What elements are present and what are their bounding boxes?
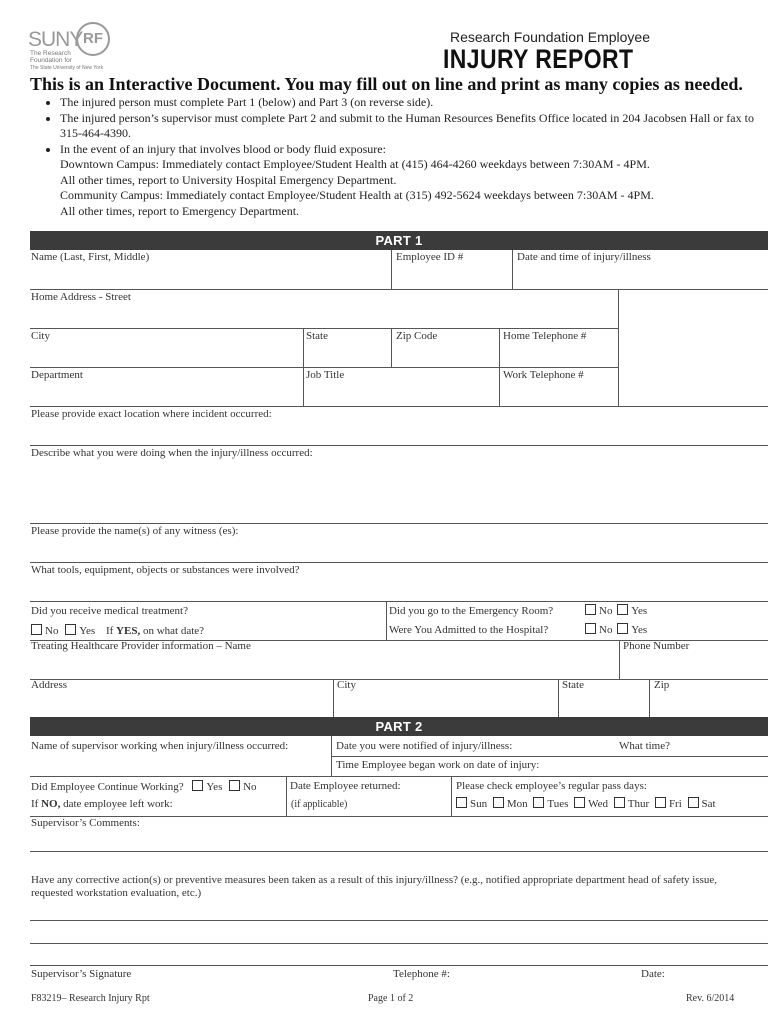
if-no-prefix: If [31, 798, 39, 810]
day-mon-label: Mon [506, 798, 528, 810]
logo-suny-text: SUNY [28, 28, 83, 51]
logo [28, 22, 138, 77]
day-wed-checkbox[interactable] [574, 797, 585, 808]
comments-label: Supervisor’s Comments: [31, 817, 140, 829]
day-thur-label: Thur [627, 798, 650, 810]
location-field[interactable] [30, 445, 768, 446]
zip2-label: Zip [654, 679, 670, 691]
treatment-no-label: No [45, 625, 59, 637]
comments-field-1[interactable] [30, 851, 768, 852]
continue-working-text: Did Employee Continue Working? [31, 781, 184, 793]
home-phone-label: Home Telephone # [503, 330, 587, 342]
revision: Rev. 6/2014 [686, 993, 735, 1004]
home-address-label: Home Address - Street [31, 291, 131, 303]
if-no-suffix: date employee left work: [63, 798, 173, 810]
logo-rf-circle: RF [76, 22, 110, 56]
instructions-list [30, 95, 770, 219]
date-label: Date: [641, 968, 665, 980]
page-number: Page 1 of 2 [368, 993, 414, 1004]
day-tues-checkbox[interactable] [533, 797, 544, 808]
pass-days-label: Please check employee’s regular pass days: [456, 780, 647, 792]
tools-field[interactable] [30, 601, 768, 602]
instruction-3-line-3: All other times, report to University Hospital Emergency Department. [60, 172, 397, 187]
admitted-yes-checkbox[interactable] [617, 623, 628, 634]
what-time-label: What time? [619, 740, 671, 752]
form-subtitle: Research Foundation Employee [450, 29, 651, 45]
continue-yes-checkbox[interactable] [192, 780, 203, 791]
logo-line-3: The State University of New York [30, 65, 104, 71]
er-yes-checkbox[interactable] [617, 604, 628, 615]
instruction-3-line-1: In the event of an injury that involves blood or body fluid exposure: [60, 141, 386, 156]
state2-label: State [562, 679, 584, 691]
emergency-room-options [585, 604, 647, 617]
job-title-label: Job Title [306, 369, 345, 381]
part-2-header: PART 2 [30, 717, 768, 736]
date-returned-label: Date Employee returned: [290, 780, 401, 792]
if-yes-prefix: If [105, 625, 114, 637]
corrective-label: Have any corrective action(s) or preventive measures been taken as a result of this injury/illness? (e.g., notified appropriate department head of safety issue, requested workstation evaluation, etc.) [31, 874, 718, 899]
date-notified-label: Date you were notified of injury/illness: [336, 740, 513, 752]
admitted-no-checkbox[interactable] [585, 623, 596, 634]
day-sat-checkbox[interactable] [688, 797, 699, 808]
city2-label: City [337, 679, 356, 691]
name-label: Name (Last, First, Middle) [31, 251, 150, 263]
medical-treatment-options [31, 624, 204, 637]
if-yes-bold: YES, [116, 625, 141, 637]
instruction-3-line-2: Downtown Campus: Immediately contact Employee/Student Health at (415) 464-4260 weekdays between 7:30AM - 4PM. [60, 157, 650, 171]
admitted-label: Were You Admitted to the Hospital? [389, 624, 549, 636]
continue-no-label: No [243, 781, 257, 793]
city-label: City [31, 330, 50, 342]
corrective-field-2[interactable] [30, 943, 768, 944]
location-label: Please provide exact location where incident occurred: [31, 408, 272, 420]
intro-heading: This is an Interactive Document. You may fill out on line and print as many copies as needed. [30, 74, 743, 94]
state-label: State [306, 330, 328, 342]
work-phone-label: Work Telephone # [503, 369, 584, 381]
form-title: INJURY REPORT [443, 44, 634, 74]
supervisor-name-field[interactable] [30, 776, 768, 777]
describe-label: Describe what you were doing when the injury/illness occurred: [31, 447, 313, 459]
home-address-field[interactable] [30, 328, 619, 329]
witness-label: Please provide the name(s) of any witness (es): [31, 525, 239, 537]
continue-working-label [31, 780, 257, 793]
day-wed-label: Wed [588, 798, 609, 810]
zip-label: Zip Code [396, 330, 438, 342]
treatment-yes-label: Yes [79, 625, 96, 637]
er-no-label: No [599, 605, 613, 617]
admitted-no-label: No [599, 624, 613, 636]
name-field[interactable] [30, 289, 768, 290]
treatment-yes-checkbox[interactable] [65, 624, 76, 635]
corrective-field-1[interactable] [30, 920, 768, 921]
address-label: Address [31, 679, 68, 691]
city-field[interactable] [30, 367, 619, 368]
day-tues-label: Tues [547, 798, 569, 810]
er-no-checkbox[interactable] [585, 604, 596, 615]
supervisor-name-label: Name of supervisor working when injury/illness occurred: [31, 740, 289, 752]
day-mon-checkbox[interactable] [493, 797, 504, 808]
logo-line-2: Foundation for [30, 57, 72, 64]
instruction-3-line-5: All other times, report to Emergency Department. [60, 203, 300, 218]
logo-line-1: The Research [30, 50, 71, 57]
witness-field[interactable] [30, 562, 768, 563]
phone-number-label: Phone Number [623, 640, 690, 652]
if-applicable-label: (if applicable) [291, 799, 348, 810]
department-label: Department [31, 369, 83, 381]
date-time-label: Date and time of injury/illness [517, 251, 651, 263]
form-id: F83219– Research Injury Rpt [31, 993, 150, 1004]
er-yes-label: Yes [631, 605, 648, 617]
employee-id-label: Employee ID # [396, 251, 464, 263]
if-no-label [31, 798, 173, 810]
if-no-bold: NO, [41, 798, 61, 810]
day-sun-checkbox[interactable] [456, 797, 467, 808]
signature-field[interactable] [30, 965, 768, 966]
tools-label: What tools, equipment, objects or substances were involved? [31, 564, 300, 576]
if-yes-suffix: on what date? [142, 625, 205, 637]
department-field[interactable] [30, 406, 768, 407]
treatment-no-checkbox[interactable] [31, 624, 42, 635]
instruction-1: • The injured person must complete Part 1 (below) and Part 3 (on reverse side). [60, 95, 770, 111]
date-left-field[interactable] [30, 816, 768, 817]
instruction-3-line-4: Community Campus: Immediately contact Employee/Student Health at (315) 492-5624 weekdays between 7:30AM - 4PM. [60, 188, 654, 202]
day-fri-checkbox[interactable] [655, 797, 666, 808]
date-notified-field[interactable] [331, 756, 768, 757]
admitted-options [585, 623, 647, 636]
instruction-2: • The injured person’s supervisor must complete Part 2 and submit to the Human Resources Benefits Office located in 204 Jacobsen Hall or fax to 315-464-4390. [60, 111, 770, 142]
day-thur-checkbox[interactable] [614, 797, 625, 808]
day-sun-label: Sun [470, 798, 488, 810]
day-fri-label: Fri [668, 798, 682, 810]
time-began-label: Time Employee began work on date of injury: [336, 759, 540, 771]
day-sat-label: Sat [701, 798, 716, 810]
instruction-3 [60, 142, 770, 220]
provider-label: Treating Healthcare Provider information – Name [31, 640, 251, 652]
medical-treatment-label: Did you receive medical treatment? [31, 605, 188, 617]
pass-days-options [456, 797, 716, 810]
admitted-yes-label: Yes [631, 624, 648, 636]
telephone-label: Telephone #: [393, 968, 450, 980]
continue-yes-label: Yes [206, 781, 223, 793]
describe-field[interactable] [30, 523, 768, 524]
part-1-header: PART 1 [30, 231, 768, 250]
emergency-room-label: Did you go to the Emergency Room? [389, 605, 554, 617]
continue-no-checkbox[interactable] [229, 780, 240, 791]
signature-label: Supervisor’s Signature [31, 968, 132, 980]
